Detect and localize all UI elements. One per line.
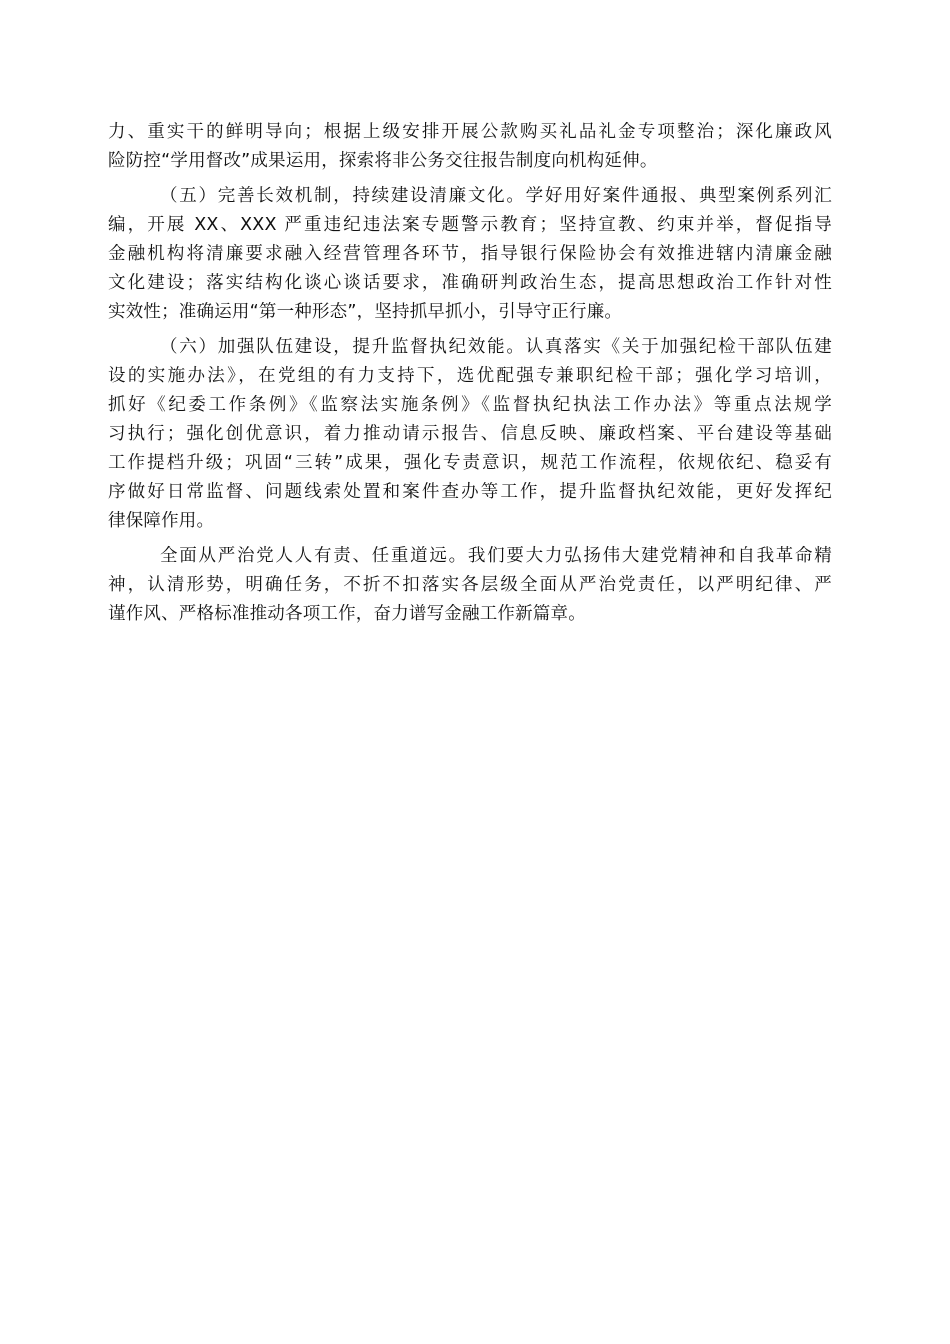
paragraph-section-6 [108, 333, 832, 536]
text-line: 设的实施办法》，在党组的有力支持下，选优配强专兼职纪检干部；强化学习培训， [108, 366, 832, 386]
paragraph-continuation [108, 118, 832, 176]
document-body [108, 118, 832, 629]
text-line: 律保障作用。 [108, 511, 215, 531]
text-line: 编，开展 XX、XXX 严重违纪违法案专题警示教育；坚持宣教、约束并举，督促指导 [108, 215, 832, 235]
text-line: 习执行；强化创优意识，着力推动请示报告、信息反映、廉政档案、平台建设等基础 [108, 424, 832, 444]
text-line: 谨作风、严格标准推动各项工作，奋力谱写金融工作新篇章。 [108, 604, 586, 624]
paragraph-conclusion [108, 542, 832, 629]
text-line: 全面从严治党人人有责、任重道远。我们要大力弘扬伟大建党精神和自我革命精 [160, 546, 832, 566]
text-line: （五）完善长效机制，持续建设清廉文化。学好用好案件通报、典型案例系列汇 [160, 186, 832, 206]
text-line: 实效性；准确运用“第一种形态”，坚持抓早抓小，引导守正行廉。 [108, 302, 623, 322]
text-line: 力、重实干的鲜明导向；根据上级安排开展公款购买礼品礼金专项整治；深化廉政风 [108, 122, 832, 142]
text-line: （六）加强队伍建设，提升监督执纪效能。认真落实《关于加强纪检干部队伍建 [160, 337, 832, 357]
text-line: 神，认清形势，明确任务，不折不扣落实各层级全面从严治党责任，以严明纪律、严 [108, 575, 832, 595]
text-line: 抓好《纪委工作条例》《监察法实施条例》《监督执纪执法工作办法》等重点法规学 [108, 395, 832, 415]
paragraph-section-5 [108, 182, 832, 327]
text-line: 文化建设；落实结构化谈心谈话要求，准确研判政治生态，提高思想政治工作针对性 [108, 273, 832, 293]
text-line: 险防控“学用督改”成果运用，探索将非公务交往报告制度向机构延伸。 [108, 151, 658, 171]
text-line: 金融机构将清廉要求融入经营管理各环节，指导银行保险协会有效推进辖内清廉金融 [108, 244, 832, 264]
text-line: 序做好日常监督、问题线索处置和案件查办等工作，提升监督执纪效能，更好发挥纪 [108, 482, 832, 502]
text-line: 工作提档升级；巩固“三转”成果，强化专责意识，规范工作流程，依规依纪、稳妥有 [108, 453, 832, 473]
